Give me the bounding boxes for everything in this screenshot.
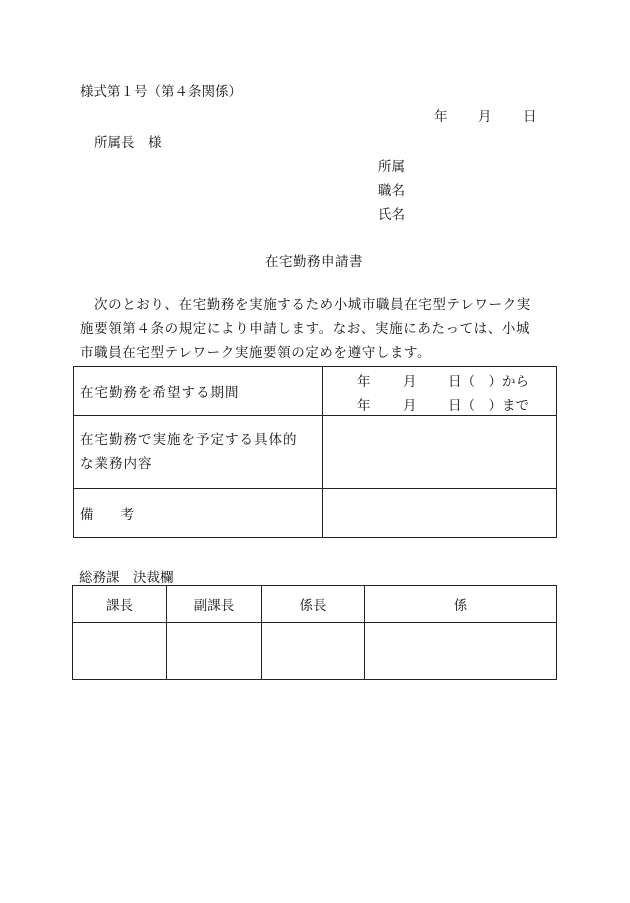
approval-header-deputy-chief: 副課長 [167, 586, 262, 623]
stamp-staff[interactable] [365, 623, 557, 680]
form-number: 様式第１号（第４条関係） [80, 84, 242, 100]
work-content-label [74, 416, 323, 489]
affiliation-label: 所属 [378, 159, 405, 175]
to-month: 月 [403, 398, 417, 414]
work-content-row [74, 416, 557, 489]
to-year: 年 [357, 398, 371, 414]
remarks-value[interactable] [323, 489, 557, 538]
recipient: 所属長 様 [94, 135, 162, 151]
period-to-line [323, 391, 556, 415]
approval-header-subsection-chief: 係長 [262, 586, 365, 623]
from-month: 月 [403, 374, 417, 390]
name-label: 氏名 [378, 207, 405, 223]
body-line-1: 次のとおり、在宅勤務を実施するため小城市職員在宅型テレワーク実 [94, 297, 531, 313]
body-line-3: 市職員在宅型テレワーク実施要領の定めを遵守します。 [80, 345, 432, 361]
date-day-label: 日 [523, 109, 537, 125]
position-label: 職名 [378, 183, 405, 199]
approval-header-staff: 係 [365, 586, 557, 623]
body-paragraph [80, 293, 560, 365]
approval-header-section-chief: 課長 [73, 586, 167, 623]
approval-table [72, 585, 557, 680]
stamp-subsection-chief[interactable] [262, 623, 365, 680]
work-content-value[interactable] [323, 416, 557, 489]
request-table [73, 366, 557, 538]
from-year: 年 [357, 374, 371, 390]
period-value-cell[interactable] [323, 367, 557, 416]
body-line-2: 施要領第４条の規定により申請します。なお、実施にあたっては、小城 [80, 321, 531, 337]
approval-stamp-row [73, 623, 557, 680]
from-day: 日（ ）から [448, 374, 529, 390]
remarks-row [74, 489, 557, 538]
date-month-label: 月 [478, 109, 492, 125]
period-from-line [323, 367, 556, 391]
period-row [74, 367, 557, 416]
document-title: 在宅勤務申請書 [265, 254, 363, 270]
stamp-section-chief[interactable] [73, 623, 167, 680]
approval-header-row [73, 586, 557, 623]
work-content-label-line-1: 在宅勤務で実施を予定する具体的 [80, 432, 298, 448]
stamp-deputy-chief[interactable] [167, 623, 262, 680]
period-label: 在宅勤務を希望する期間 [74, 367, 323, 416]
work-content-label-line-2: な業務内容 [80, 456, 153, 472]
date-year-label: 年 [434, 109, 448, 125]
approval-section-title: 総務課 決裁欄 [79, 570, 174, 586]
remarks-label: 備 考 [74, 489, 323, 538]
to-day: 日（ ）まで [448, 398, 529, 414]
